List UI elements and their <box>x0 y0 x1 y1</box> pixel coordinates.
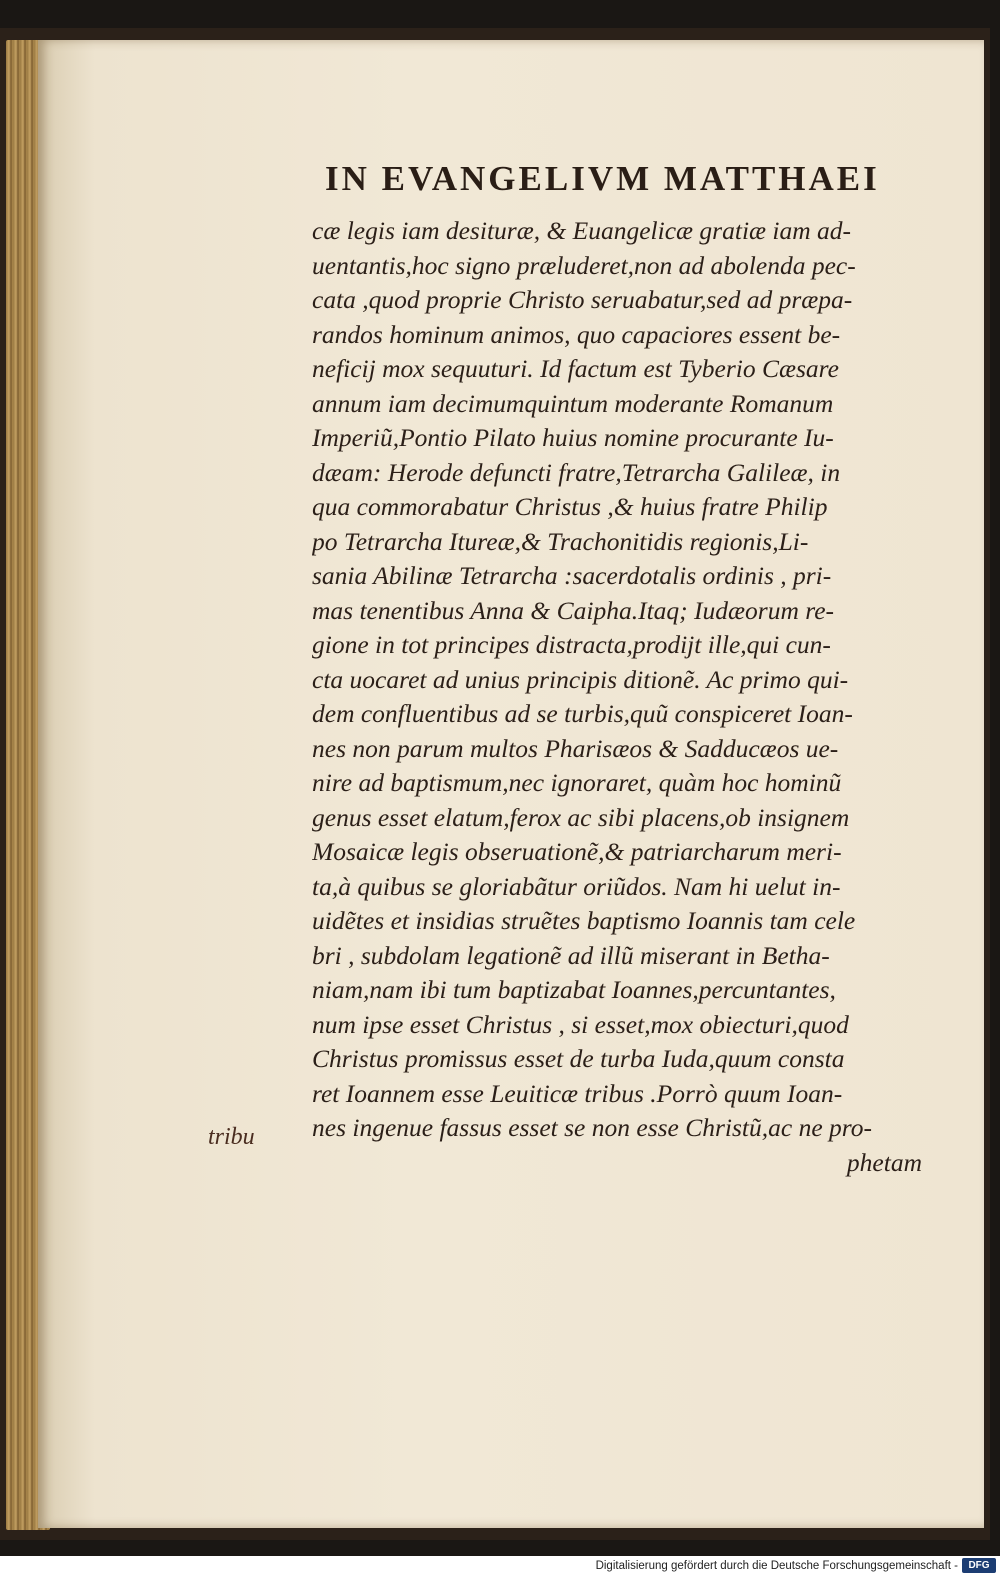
text-line: uentantis,hoc signo præluderet,non ad abolenda pec- <box>312 250 856 280</box>
text-line: Mosaicæ legis obseruationẽ,& patriarcharum meri- <box>312 837 842 866</box>
catchword: phetam <box>846 1147 922 1177</box>
text-line: genus esset elatum,ferox ac sibi placens,ob insignem <box>312 802 850 832</box>
text-line: randos hominum animos, quo capaciores essent be- <box>312 319 841 349</box>
text-line: nes ingenue fassus esset se non esse Christũ,ac ne pro- <box>312 1113 872 1142</box>
text-line: cata ,quod proprie Christo seruabatur,sed ad præpa- <box>312 285 853 314</box>
text-line: ret Ioannem esse Leuiticæ tribus .Porrò quum Ioan- <box>312 1078 843 1108</box>
margin-note: tribu <box>208 1124 255 1150</box>
text-line: dæam: Herode defuncti fratre,Tetrarcha Galileæ, in <box>312 457 841 487</box>
text-line: num ipse esset Christus , si esset,mox obiecturi,quod <box>312 1009 849 1039</box>
text-line: sania Abilinæ Tetrarcha :sacerdotalis ordinis , pri- <box>312 561 832 590</box>
dfg-logo: DFG <box>962 1558 996 1573</box>
footer-credit: Digitalisierung gefördert durch die Deutsche Forschungsgemeinschaft - <box>595 1560 958 1572</box>
text-line: dem confluentibus ad se turbis,quũ conspiceret Ioan- <box>312 699 853 728</box>
text-line: Christus promissus esset de turba Iuda,quum consta <box>312 1044 845 1073</box>
text-line: neficij mox sequuturi. Id factum est Tyberio Cæsare <box>312 354 839 383</box>
text-line: nes non parum multos Pharisæos & Sadducæos ue- <box>312 733 839 763</box>
text-line: cta uocaret ad unius principis ditionẽ. Ac primo qui- <box>312 664 849 694</box>
text-line: qua commorabatur Christus ,& huius fratre Philip <box>312 492 828 521</box>
text-line: gione in tot principes distracta,prodijt ille,qui cun- <box>312 630 831 659</box>
running-head: IN EVANGELIVM MATTHAEI <box>325 159 880 198</box>
text-line: Imperiũ,Pontio Pilato huius nomine procurante Iu- <box>312 423 834 452</box>
text-line: niam,nam ibi tum baptizabat Ioannes,percuntantes, <box>312 975 836 1004</box>
text-block <box>312 214 930 1180</box>
text-line: po Tetrarcha Itureæ,& Trachonitidis regionis,Li- <box>312 526 809 556</box>
text-line: bri , subdolam legationẽ ad illũ miserant in Betha- <box>312 940 830 970</box>
text-line: cæ legis iam desituræ, & Euangelicæ gratiæ iam ad- <box>312 216 852 245</box>
text-line: mas tenentibus Anna & Caipha.Itaq; Iudæorum re- <box>312 595 835 625</box>
text-line: nire ad baptismum,nec ignoraret, quàm hoc hominũ <box>312 768 842 797</box>
text-line: uidẽtes et insidias struẽtes baptismo Ioannis tam cele <box>312 906 856 935</box>
text-line: annum iam decimumquintum moderante Romanum <box>312 388 834 418</box>
text-line: ta,à quibus se gloriabãtur oriũdos. Nam hi uelut in- <box>312 871 841 901</box>
